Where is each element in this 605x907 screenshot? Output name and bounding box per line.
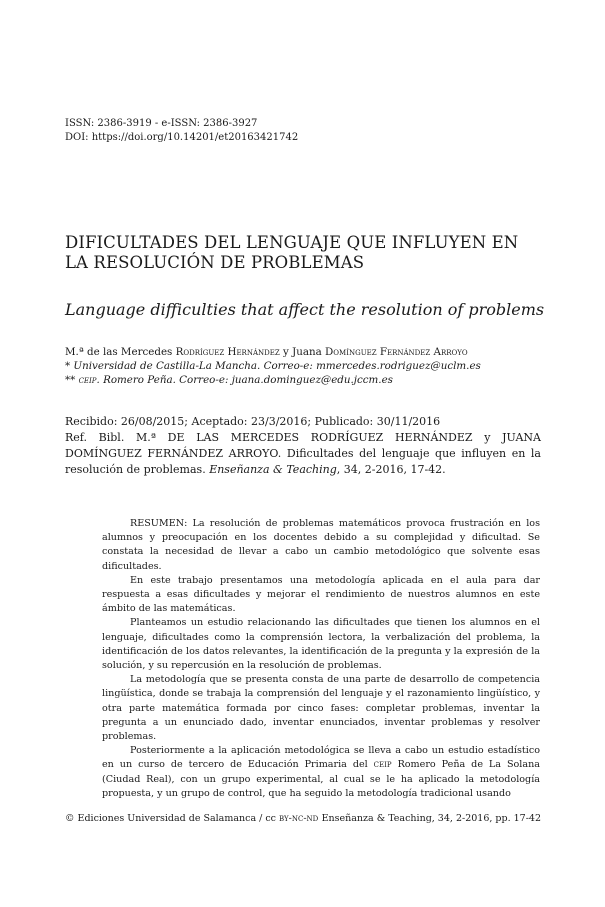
abstract-label: RESUMEN xyxy=(130,518,185,529)
affiliation-1: * Universidad de Castilla-La Mancha. Correo-e: mmercedes.rodriguez@uclm.es xyxy=(65,360,481,372)
abstract-p5b: Romero Peña de La Solana (Ciudad Real), con un grupo experimental, al cual se le ha aplicado la metodología propuesta, y un grupo de control, que ha seguido la metodología tradicional usando xyxy=(102,759,540,799)
footer-copyright xyxy=(65,813,318,824)
abstract-paragraph: Planteamos un estudio relacionando las dificultades que tienen los alumnos en el lenguaje, dificultades como la comprensión lectora, la verbalización del problema, la identificación de los datos relevantes, la identificación de la pregunta y la expresión de la solución, y su repercusión en la resolución de problemas. xyxy=(102,617,540,672)
abstract-paragraph: La metodología que se presenta consta de una parte de desarrollo de competencia lingüística, donde se trabaja la comprensión del lenguaje y el razonamiento lingüístico, y otra parte matemática formada por cinco fases: completar problemas, inventar la pregunta a un enunciado dado, inventar enunciados, inventar problemas y resolver problemas. xyxy=(102,674,540,743)
abstract-paragraph xyxy=(102,517,540,574)
footer-copyright-text: © Ediciones Universidad de Salamanca / cc xyxy=(65,813,280,824)
bibliographic-reference xyxy=(65,430,541,478)
reference-journal: Enseñanza & Teaching xyxy=(209,463,337,476)
publication-dates: Recibido: 26/08/2015; Aceptado: 23/3/2016; Publicado: 30/11/2016 xyxy=(65,415,441,428)
affiliation-2-text: . Romero Peña. Correo-e: juana.dominguez@edu.jccm.es xyxy=(96,374,393,386)
article-title: DIFICULTADES DEL LENGUAJE QUE INFLUYEN EN LA RESOLUCIÓN DE PROBLEMAS xyxy=(65,233,519,272)
author1-surname: Rodríguez Hernández xyxy=(175,346,280,358)
authors-block xyxy=(65,345,545,387)
author-names xyxy=(65,345,545,359)
abstract-paragraph: En este trabajo presentamos una metodología aplicada en el aula para dar respuesta a esas dificultades y mejorar el rendimiento de nuestros alumnos en este ámbito de las matemáticas. xyxy=(102,574,540,615)
footer-journal-info: Enseñanza & Teaching, 34, 2-2016, pp. 17-42 xyxy=(321,813,541,824)
author2-given: y Juana xyxy=(279,346,326,358)
abstract-p5-ceip: ceip xyxy=(373,759,392,771)
affiliation-2-ceip: ceip xyxy=(78,374,97,386)
author2-surname: Domínguez Fernández Arroyo xyxy=(325,346,468,358)
abstract-p5a: Posteriormente a la aplicación metodológica se lleva a cabo un estudio estadístico en un curso de tercero de Educación Primaria del xyxy=(102,745,540,771)
abstract xyxy=(102,517,540,801)
affiliation-2 xyxy=(65,373,545,387)
article-title-english: Language difficulties that affect the resolution of problems xyxy=(65,300,545,319)
issn-line: ISSN: 2386-3919 - e-ISSN: 2386-3927 xyxy=(65,118,258,129)
affiliation-2-marker: ** xyxy=(65,374,79,386)
doi-line: DOI: https://doi.org/10.14201/et20163421742 xyxy=(65,132,299,143)
author1-given: M.ª de las Mercedes xyxy=(65,346,176,358)
footer-license: by-nc-nd xyxy=(279,813,319,824)
abstract-p1: : La resolución de problemas matemáticos provoca frustración en los alumnos y preocupación en los docentes debido a su complejidad y dificultad. Se constata la necesidad de llevar a cabo un cambio metodológico que solvente esas dificultades. xyxy=(102,518,540,572)
reference-tail: , 34, 2-2016, 17-42. xyxy=(336,463,446,476)
reference-text: Ref. Bibl. M.ª DE LAS MERCEDES RODRÍGUEZ HERNÁNDEZ y JUANA DOMÍNGUEZ FERNÁNDEZ ARROYO. Dificultades del lenguaje que influyen en la resolución de problemas. xyxy=(65,431,541,476)
abstract-paragraph xyxy=(102,744,540,801)
